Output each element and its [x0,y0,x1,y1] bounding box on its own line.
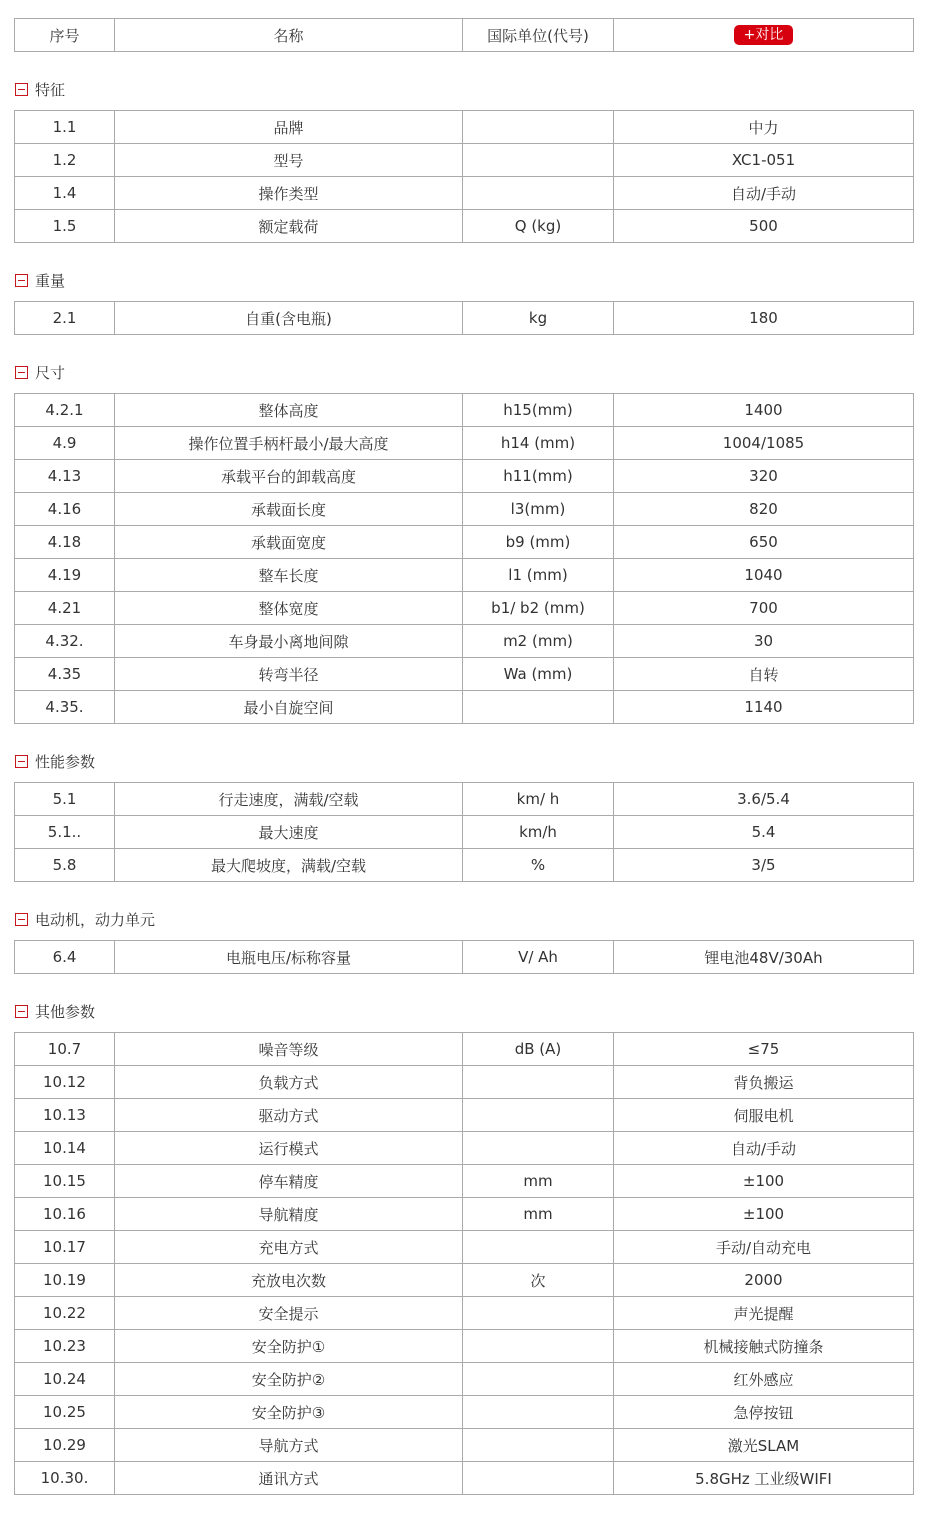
row-name: 承载面宽度 [115,526,463,559]
row-seq: 1.2 [15,144,115,177]
row-unit [463,1396,614,1429]
row-unit [463,1066,614,1099]
table-row [15,177,914,210]
section-header[interactable] [15,999,927,1023]
row-name: 驱动方式 [115,1099,463,1132]
row-value: 机械接触式防撞条 [614,1330,914,1363]
row-value: 1140 [614,691,914,724]
collapse-icon[interactable] [15,274,28,287]
row-value: 500 [614,210,914,243]
section-title: 电动机，动力单元 [35,910,156,929]
spec-table [14,393,914,724]
row-seq: 4.13 [15,460,115,493]
table-row [15,1330,914,1363]
row-value: 中力 [614,111,914,144]
row-unit [463,111,614,144]
row-name: 通讯方式 [115,1462,463,1495]
row-seq: 1.5 [15,210,115,243]
table-row [15,1132,914,1165]
row-value: 2000 [614,1264,914,1297]
row-unit [463,1099,614,1132]
table-row [15,111,914,144]
row-value: 3/5 [614,849,914,882]
row-name: 导航方式 [115,1429,463,1462]
row-name: 操作位置手柄杆最小/最大高度 [115,427,463,460]
row-unit: h15(mm) [463,394,614,427]
table-row [15,1462,914,1495]
row-unit: l3(mm) [463,493,614,526]
table-row [15,1033,914,1066]
table-row [15,1429,914,1462]
row-name: 承载面长度 [115,493,463,526]
row-seq: 10.15 [15,1165,115,1198]
row-seq: 10.16 [15,1198,115,1231]
header-compare-cell [614,19,914,52]
table-row [15,658,914,691]
table-row [15,427,914,460]
row-unit: h14 (mm) [463,427,614,460]
row-seq: 5.1.. [15,816,115,849]
section-title: 性能参数 [35,752,96,771]
row-value: 3.6/5.4 [614,783,914,816]
spec-table [14,301,914,335]
row-name: 车身最小离地间隙 [115,625,463,658]
row-value: 自动/手动 [614,1132,914,1165]
row-seq: 10.23 [15,1330,115,1363]
row-name: 整体宽度 [115,592,463,625]
row-value: 700 [614,592,914,625]
row-value: 180 [614,302,914,335]
row-name: 最小自旋空间 [115,691,463,724]
row-seq: 1.4 [15,177,115,210]
row-unit: l1 (mm) [463,559,614,592]
row-seq: 6.4 [15,941,115,974]
row-value: 自转 [614,658,914,691]
spec-table [14,782,914,882]
row-unit [463,691,614,724]
row-unit [463,144,614,177]
row-name: 噪音等级 [115,1033,463,1066]
table-row [15,460,914,493]
row-value: 激光SLAM [614,1429,914,1462]
table-row [15,144,914,177]
row-seq: 10.30. [15,1462,115,1495]
section-header[interactable] [15,77,927,101]
table-row [15,1066,914,1099]
row-value: XC1-051 [614,144,914,177]
table-row [15,849,914,882]
row-seq: 10.24 [15,1363,115,1396]
table-row [15,1264,914,1297]
section-header[interactable] [15,360,927,384]
row-value: 手动/自动充电 [614,1231,914,1264]
row-name: 型号 [115,144,463,177]
row-seq: 4.18 [15,526,115,559]
row-name: 导航精度 [115,1198,463,1231]
row-value: 650 [614,526,914,559]
row-unit: V/ Ah [463,941,614,974]
row-value: ±100 [614,1198,914,1231]
header-row [15,19,914,52]
header-unit: 国际单位(代号) [463,19,614,52]
row-value: 锂电池48V/30Ah [614,941,914,974]
row-unit: km/ h [463,783,614,816]
spec-sections [0,77,927,1495]
row-unit: mm [463,1165,614,1198]
row-name: 电瓶电压/标称容量 [115,941,463,974]
row-unit: Q (kg) [463,210,614,243]
row-unit [463,1363,614,1396]
row-seq: 4.35 [15,658,115,691]
row-seq: 4.16 [15,493,115,526]
row-unit: mm [463,1198,614,1231]
row-seq: 5.8 [15,849,115,882]
table-row [15,592,914,625]
row-seq: 4.21 [15,592,115,625]
row-name: 最大速度 [115,816,463,849]
row-value: 5.8GHz 工业级WIFI [614,1462,914,1495]
section-header[interactable] [15,268,927,292]
row-name: 运行模式 [115,1132,463,1165]
row-seq: 4.32. [15,625,115,658]
row-value: 自动/手动 [614,177,914,210]
header-name: 名称 [115,19,463,52]
row-name: 行走速度，满载/空载 [115,783,463,816]
row-name: 安全提示 [115,1297,463,1330]
row-seq: 10.29 [15,1429,115,1462]
row-name: 承载平台的卸载高度 [115,460,463,493]
table-row [15,1363,914,1396]
row-seq: 1.1 [15,111,115,144]
collapse-icon[interactable] [15,755,28,768]
row-name: 充放电次数 [115,1264,463,1297]
row-unit [463,1330,614,1363]
table-row [15,210,914,243]
row-value: 320 [614,460,914,493]
row-unit: dB (A) [463,1033,614,1066]
row-unit [463,1132,614,1165]
row-name: 充电方式 [115,1231,463,1264]
row-seq: 4.35. [15,691,115,724]
row-seq: 4.2.1 [15,394,115,427]
row-seq: 10.25 [15,1396,115,1429]
row-value: ±100 [614,1165,914,1198]
row-value: 声光提醒 [614,1297,914,1330]
row-value: 30 [614,625,914,658]
row-name: 操作类型 [115,177,463,210]
spec-table [14,1032,914,1495]
row-name: 安全防护② [115,1363,463,1396]
row-name: 整车长度 [115,559,463,592]
row-unit [463,1297,614,1330]
row-seq: 10.19 [15,1264,115,1297]
row-value: 伺服电机 [614,1099,914,1132]
row-unit: % [463,849,614,882]
row-name: 整体高度 [115,394,463,427]
row-value: 1004/1085 [614,427,914,460]
row-name: 安全防护③ [115,1396,463,1429]
row-unit [463,1429,614,1462]
section-title: 重量 [35,271,66,290]
table-row [15,625,914,658]
table-row [15,394,914,427]
row-unit: h11(mm) [463,460,614,493]
table-row [15,783,914,816]
row-name: 负载方式 [115,1066,463,1099]
spec-table [14,110,914,243]
table-row [15,1396,914,1429]
row-name: 自重(含电瓶) [115,302,463,335]
row-seq: 10.17 [15,1231,115,1264]
section-title: 尺寸 [35,363,66,382]
row-unit [463,1462,614,1495]
row-unit: km/h [463,816,614,849]
row-name: 额定载荷 [115,210,463,243]
row-value: 1400 [614,394,914,427]
collapse-icon[interactable] [15,366,28,379]
table-row [15,1099,914,1132]
row-unit [463,177,614,210]
row-seq: 10.22 [15,1297,115,1330]
section-title: 特征 [35,80,66,99]
row-seq: 2.1 [15,302,115,335]
collapse-icon[interactable] [15,913,28,926]
row-unit: kg [463,302,614,335]
row-value: 红外感应 [614,1363,914,1396]
section-title: 其他参数 [35,1002,96,1021]
table-row [15,941,914,974]
row-name: 转弯半径 [115,658,463,691]
row-unit: b1/ b2 (mm) [463,592,614,625]
row-value: 5.4 [614,816,914,849]
row-seq: 10.12 [15,1066,115,1099]
collapse-icon[interactable] [15,83,28,96]
row-unit: 次 [463,1264,614,1297]
row-value: 820 [614,493,914,526]
row-unit: Wa (mm) [463,658,614,691]
table-row [15,1165,914,1198]
table-row [15,1297,914,1330]
table-row [15,559,914,592]
table-row [15,1231,914,1264]
section-header[interactable] [15,749,927,773]
table-row [15,1198,914,1231]
row-seq: 10.13 [15,1099,115,1132]
row-seq: 5.1 [15,783,115,816]
compare-button[interactable]: +对比 [734,25,794,45]
collapse-icon[interactable] [15,1005,28,1018]
row-value: 1040 [614,559,914,592]
row-unit: m2 (mm) [463,625,614,658]
row-value: 背负搬运 [614,1066,914,1099]
row-name: 安全防护① [115,1330,463,1363]
row-unit [463,1231,614,1264]
spec-table [14,940,914,974]
row-seq: 10.7 [15,1033,115,1066]
section-header[interactable] [15,907,927,931]
row-name: 停车精度 [115,1165,463,1198]
table-row [15,816,914,849]
row-seq: 4.19 [15,559,115,592]
table-row [15,691,914,724]
row-value: ≤75 [614,1033,914,1066]
header-table [14,18,914,52]
row-name: 最大爬坡度，满载/空载 [115,849,463,882]
row-seq: 10.14 [15,1132,115,1165]
row-unit: b9 (mm) [463,526,614,559]
row-value: 急停按钮 [614,1396,914,1429]
row-name: 品牌 [115,111,463,144]
table-row [15,493,914,526]
row-seq: 4.9 [15,427,115,460]
header-seq: 序号 [15,19,115,52]
table-row [15,302,914,335]
table-row [15,526,914,559]
